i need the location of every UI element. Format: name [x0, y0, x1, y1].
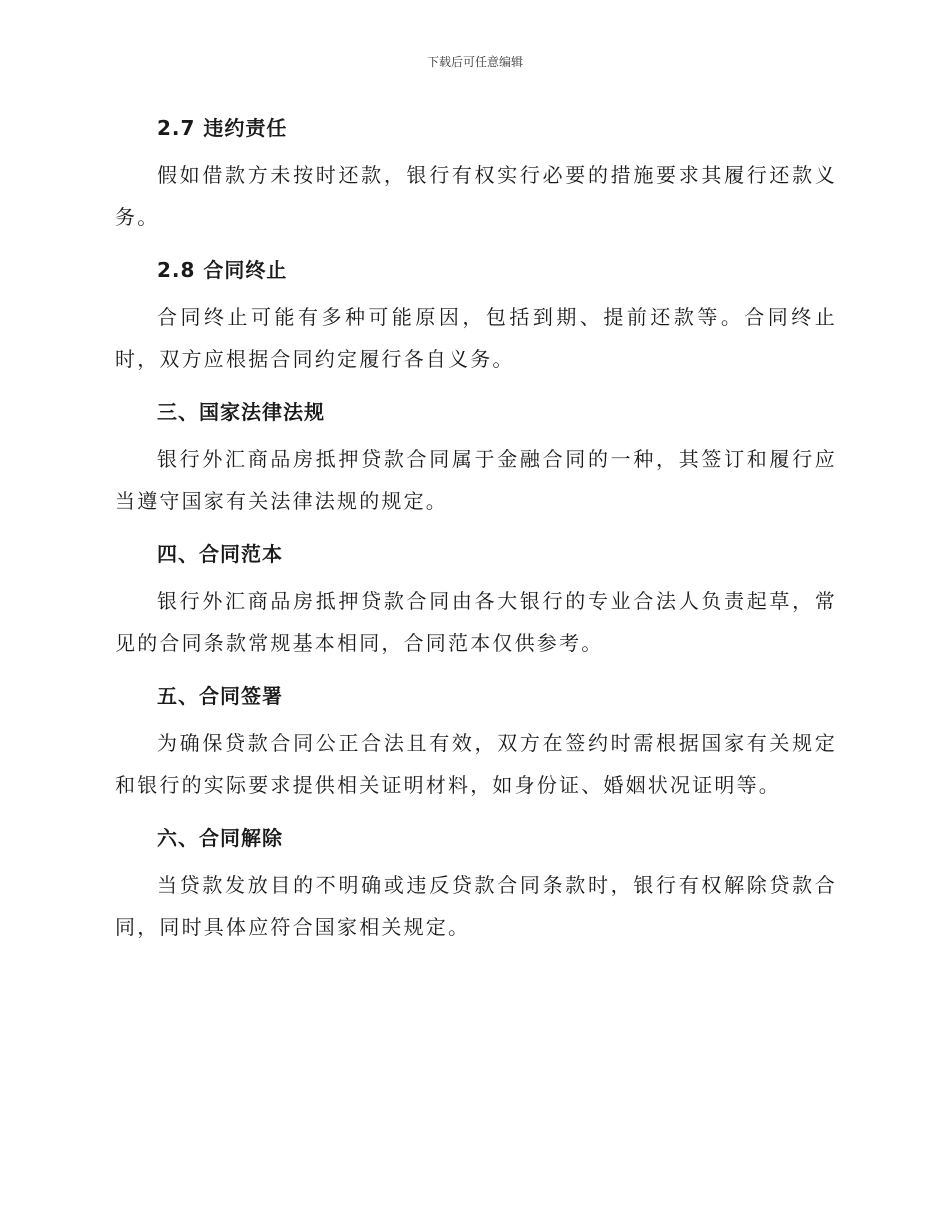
section-paragraph: 当贷款发放目的不明确或违反贷款合同条款时，银行有权解除贷款合同，同时具体应符合国家相关规定。	[115, 873, 837, 939]
document-body	[115, 110, 837, 948]
section-heading: 五、合同签署	[157, 684, 283, 708]
section-heading: 2.8 合同终止	[157, 258, 288, 282]
page-header: 下载后可任意编辑	[426, 55, 523, 69]
section-paragraph: 为确保贷款合同公正合法且有效，双方在签约时需根据国家有关规定和银行的实际要求提供相关证明材料，如身份证、婚姻状况证明等。	[115, 731, 837, 797]
section-paragraph: 银行外汇商品房抵押贷款合同由各大银行的专业合法人负责起草，常见的合同条款常规基本相同，合同范本仅供参考。	[115, 589, 837, 655]
section-5-contract-signing	[115, 678, 837, 806]
section-heading: 三、国家法律法规	[157, 400, 325, 424]
section-2-8-contract-termination	[115, 252, 837, 380]
section-paragraph: 银行外汇商品房抵押贷款合同属于金融合同的一种，其签订和履行应当遵守国家有关法律法规的规定。	[115, 447, 837, 513]
section-paragraph: 假如借款方未按时还款，银行有权实行必要的措施要求其履行还款义务。	[115, 163, 837, 229]
section-heading: 2.7 违约责任	[157, 116, 288, 140]
section-4-contract-template	[115, 536, 837, 664]
section-paragraph: 合同终止可能有多种可能原因，包括到期、提前还款等。合同终止时，双方应根据合同约定履行各自义务。	[115, 305, 837, 371]
section-heading: 六、合同解除	[157, 826, 283, 850]
section-2-7-breach-liability	[115, 110, 837, 238]
section-6-contract-rescission	[115, 820, 837, 948]
section-heading: 四、合同范本	[157, 542, 283, 566]
section-3-national-laws	[115, 394, 837, 522]
